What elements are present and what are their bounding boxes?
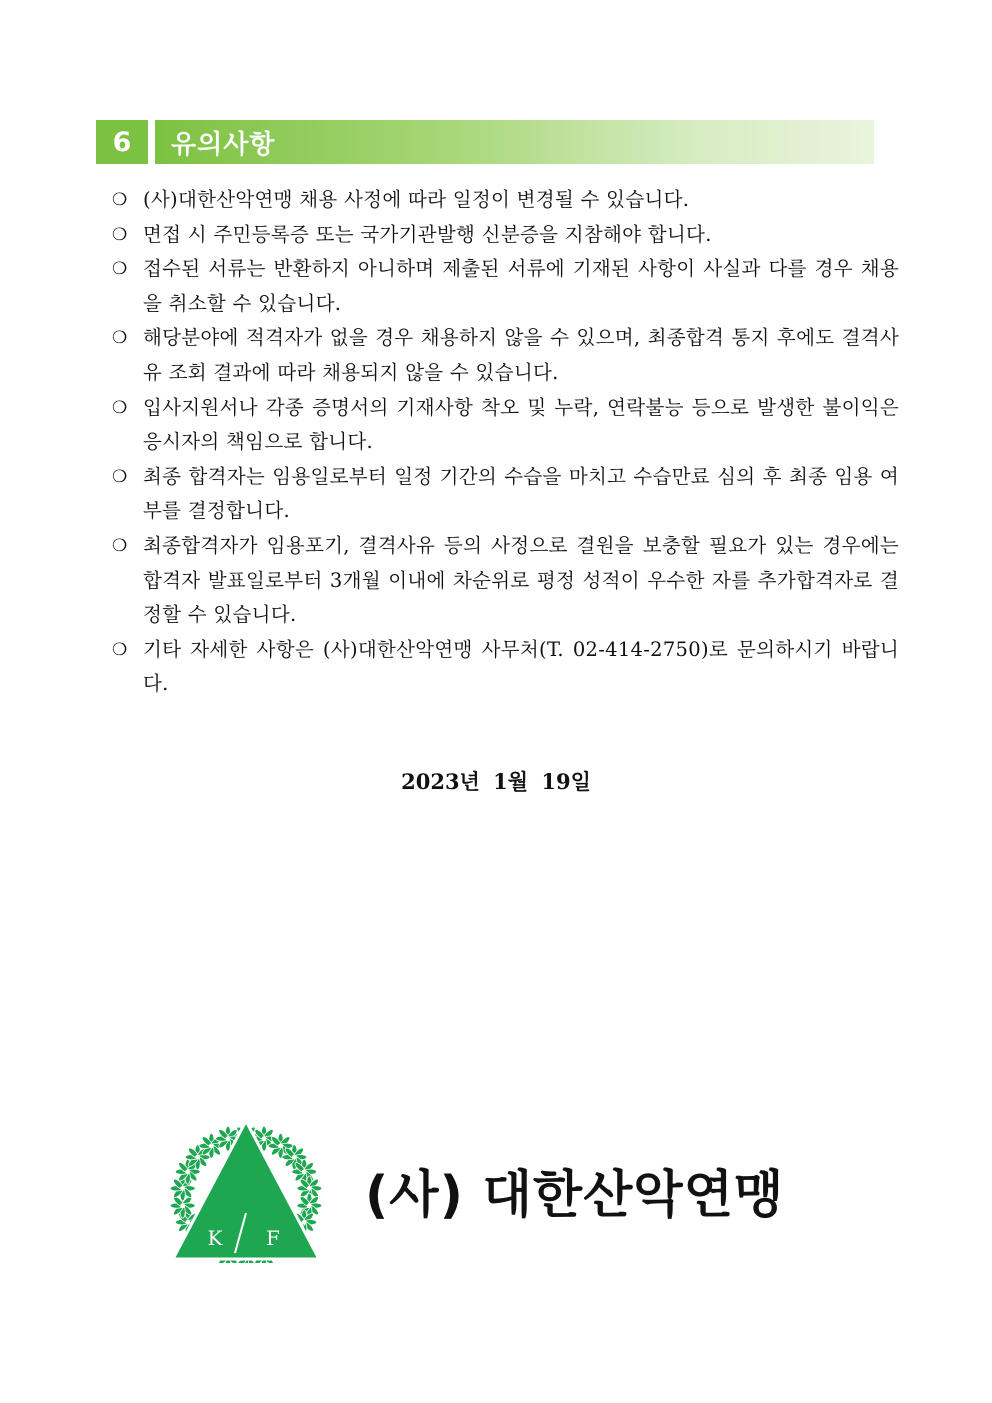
circle-bullet-icon: ❍ [112,328,128,349]
notes-list [112,183,899,702]
organization-name: (사) 대한산악연맹 [365,1166,785,1225]
list-item [112,460,899,529]
note-text: 접수된 서류는 반환하지 아니하며 제출된 서류에 기재된 사항이 사실과 다를 경우 채용을 취소할 수 있습니다. [143,257,899,315]
note-text: 입사지원서나 각종 증명서의 기재사항 착오 및 누락, 연락불능 등으로 발생한 불이익은 응시자의 책임으로 합니다. [143,395,899,454]
list-item [112,183,899,218]
section-number: 6 [96,120,148,164]
note-text: 기타 자세한 사항은 (사)대한산악연맹 사무처(T. 02-414-2750)로 문의하시기 바랍니다. [143,637,899,696]
list-item [112,633,899,702]
list-item [112,218,899,253]
note-text: 최종합격자가 임용포기, 결격사유 등의 사정으로 결원을 보충할 필요가 있는 경우에는 합격자 발표일로부터 3개월 이내에 차순위로 평정 성적이 우수한 자를 추가합격자로 결정할 수 있습니다. [143,533,899,627]
note-text: 면접 시 주민등록증 또는 국가기관발행 신분증을 지참해야 합니다. [143,222,712,246]
circle-bullet-icon: ❍ [112,190,128,210]
list-item [112,321,899,390]
section-header [96,120,874,164]
emblem-letter-k: K [207,1226,223,1250]
note-text: 해당분야에 적격자가 없을 경우 채용하지 않을 수 있으며, 최종합격 통지 후에도 결격사유 조회 결과에 따라 채용되지 않을 수 있습니다. [143,326,899,384]
note-text: 최종 합격자는 임용일로부터 일정 기간의 수습을 마치고 수습만료 심의 후 최종 임용 여부를 결정합니다. [143,464,899,523]
section-title: 유의사항 [155,120,874,164]
circle-bullet-icon: ❍ [112,259,128,280]
circle-bullet-icon: ❍ [112,466,128,487]
emblem-letter-f: F [266,1226,280,1250]
circle-bullet-icon: ❍ [112,224,128,245]
list-item [112,391,899,460]
circle-bullet-icon: ❍ [112,535,128,556]
list-item [112,252,899,321]
note-text: (사)대한산악연맹 채용 사정에 따라 일정이 변경될 수 있습니다. [143,188,690,211]
kf-emblem-logo [165,1117,327,1263]
document-date: 2023년 1월 19일 [401,769,591,794]
circle-bullet-icon: ❍ [112,639,128,660]
list-item [112,529,899,633]
circle-bullet-icon: ❍ [112,397,128,418]
